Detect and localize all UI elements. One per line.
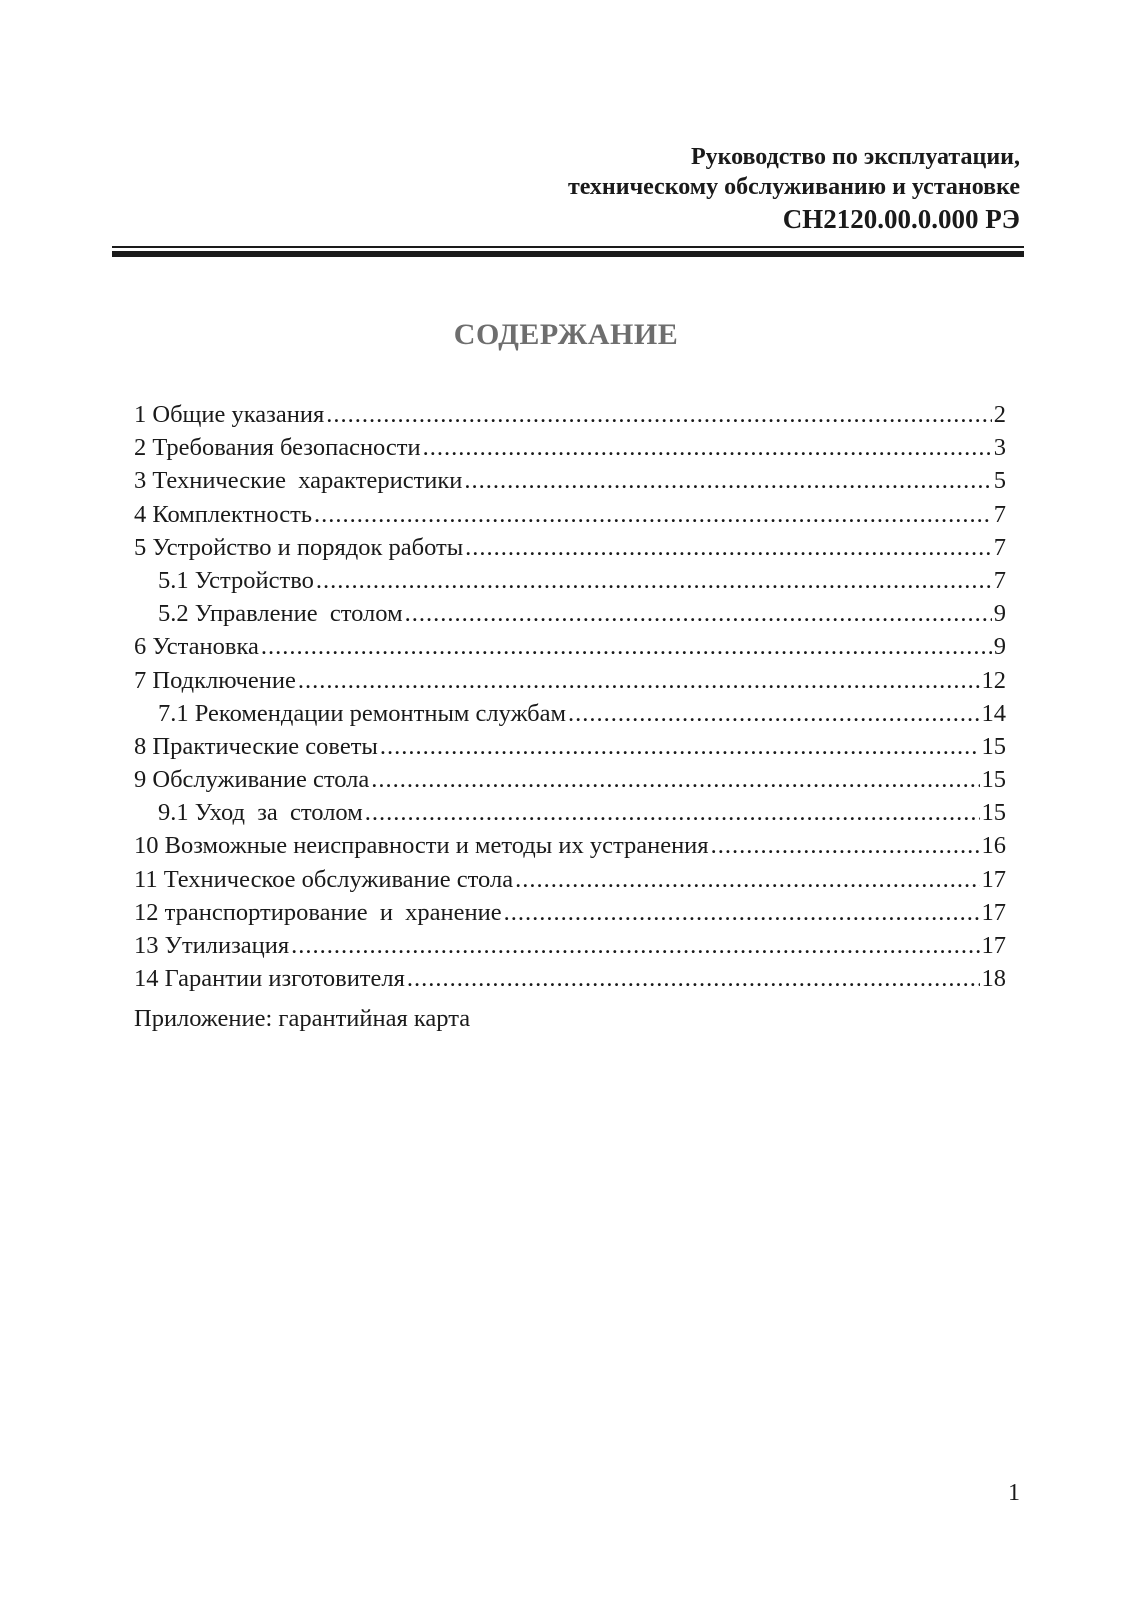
toc-item-page: 18	[981, 965, 1006, 993]
toc-appendix: Приложение: гарантийная карта	[134, 1005, 471, 1032]
toc-leader-dots	[465, 531, 992, 564]
toc-item-page: 7	[993, 533, 1006, 561]
page-number: 1	[1008, 1480, 1020, 1506]
toc-leader-dots	[261, 630, 992, 663]
toc-item	[134, 464, 1006, 497]
toc-item-label: 14 Гарантии изготовителя	[134, 965, 405, 993]
toc-item-page: 5	[993, 467, 1006, 495]
toc-subitem	[134, 796, 1006, 829]
toc-item-label: 5 Устройство и порядок работы	[134, 533, 464, 561]
toc-item-page: 15	[981, 766, 1006, 794]
toc-item-page: 15	[981, 732, 1006, 760]
toc-item-page: 9	[993, 633, 1006, 661]
toc-leader-dots	[407, 962, 980, 995]
toc-item	[134, 896, 1006, 929]
toc-item	[134, 431, 1006, 464]
toc-subitem	[134, 697, 1006, 730]
toc-item-label: 8 Практические советы	[134, 732, 378, 760]
header-divider-thin	[112, 246, 1024, 248]
header-title-line-2: техническому обслуживанию и установке	[567, 174, 1020, 200]
toc-leader-dots	[568, 697, 979, 730]
toc-leader-dots	[371, 763, 979, 796]
toc-item-label: 3 Технические характеристики	[134, 467, 463, 495]
toc-item	[134, 763, 1006, 796]
toc-item-label: 7.1 Рекомендации ремонтным службам	[158, 699, 567, 727]
toc-item-label: 6 Установка	[134, 633, 259, 661]
toc-item	[134, 531, 1006, 564]
toc-leader-dots	[711, 829, 980, 862]
toc-item-page: 14	[981, 699, 1006, 727]
toc-leader-dots	[291, 929, 979, 962]
toc-item-page: 15	[981, 799, 1006, 827]
toc-leader-dots	[464, 464, 991, 497]
toc-item-page: 9	[993, 600, 1006, 628]
toc-item	[134, 664, 1006, 697]
toc-item-page: 7	[993, 500, 1006, 528]
toc-item-page: 17	[981, 898, 1006, 926]
toc-leader-dots	[504, 896, 980, 929]
toc-leader-dots	[515, 863, 979, 896]
toc-item	[134, 962, 1006, 995]
toc-item-label: 12 транспортирование и хранение	[134, 898, 502, 926]
toc-item-label: 13 Утилизация	[134, 932, 290, 959]
toc-subitem	[134, 597, 1006, 630]
toc-item-page: 12	[981, 666, 1006, 694]
toc-item	[134, 829, 1006, 862]
toc-item-page: 3	[993, 434, 1006, 462]
toc-item-page: 7	[993, 566, 1006, 594]
toc-item-label: 7 Подключение	[134, 666, 296, 694]
toc-item	[134, 863, 1006, 896]
toc-item-label: 5.2 Управление столом	[158, 600, 403, 628]
toc-leader-dots	[298, 664, 980, 697]
toc-item	[134, 630, 1006, 663]
toc-leader-dots	[326, 398, 992, 431]
table-of-contents	[134, 398, 1006, 995]
header-divider-thick	[112, 251, 1024, 257]
toc-item-label: 5.1 Устройство	[158, 566, 314, 594]
toc-item-label: 9.1 Уход за столом	[158, 799, 363, 827]
document-header	[320, 142, 1020, 236]
toc-leader-dots	[316, 564, 992, 597]
toc-item-label: 9 Обслуживание стола	[134, 766, 370, 794]
toc-item-page: 2	[993, 401, 1006, 428]
toc-item	[134, 929, 1006, 962]
toc-item-page: 17	[981, 865, 1006, 893]
toc-item-label: 4 Комплектность	[134, 500, 313, 528]
toc-item-label: 11 Техническое обслуживание стола	[134, 865, 514, 893]
toc-item	[134, 730, 1006, 763]
toc-leader-dots	[314, 498, 992, 531]
document-code: СН2120.00.0.000 РЭ	[782, 204, 1020, 234]
toc-leader-dots	[423, 431, 992, 464]
toc-leader-dots	[380, 730, 980, 763]
toc-item-label: 10 Возможные неисправности и методы их устранения	[134, 832, 709, 860]
toc-leader-dots	[365, 796, 980, 829]
toc-item-page: 16	[981, 832, 1006, 860]
toc-leader-dots	[405, 597, 992, 630]
header-title-line-1: Руководство по эксплуатации,	[690, 144, 1020, 170]
toc-subitem	[134, 564, 1006, 597]
toc-item-label: 2 Требования безопасности	[134, 434, 421, 462]
toc-item	[134, 498, 1006, 531]
toc-item-page: 17	[981, 932, 1006, 959]
toc-item-label: 1 Общие указания	[134, 401, 325, 428]
toc-title: СОДЕРЖАНИЕ	[453, 318, 679, 351]
toc-item	[134, 398, 1006, 431]
